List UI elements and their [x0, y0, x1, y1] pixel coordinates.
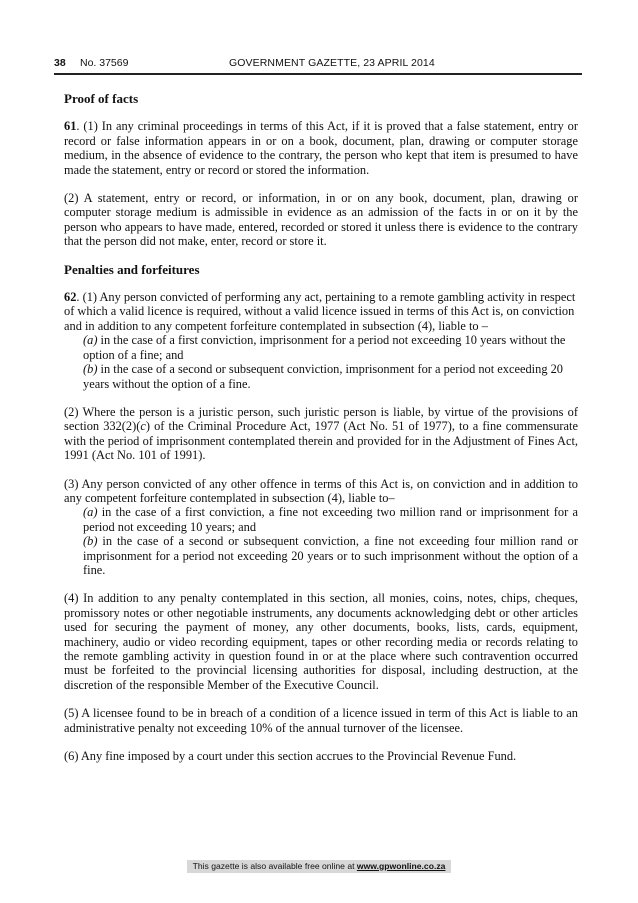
paragraph-label-b: (b) [83, 362, 98, 377]
section-62-2-c: c [140, 419, 146, 434]
section-62-6: (6) Any fine imposed by a court under this section accrues to the Provincial Revenue Fund. [64, 749, 517, 764]
section-62-3-a-text: in the case of a first conviction, a fine not exceeding two million rand or imprisonment for a period not exceeding 10 years; and [83, 505, 578, 534]
section-62-1 [64, 290, 578, 333]
page-footer [187, 860, 451, 873]
heading-penalties-and-forfeitures: Penalties and forfeitures [64, 261, 200, 277]
paragraph-label-a: (a) [83, 505, 98, 520]
section-number-62: 62 [64, 290, 77, 305]
section-62-2-pre: (2) Where the person is a juristic person, such juristic person is liable, by virtue of the provisions of section 332(2)( [64, 404, 578, 434]
section-61-1-text: . (1) In any criminal proceedings in terms of this Act, if it is proved that a false statement, entry or record or false information appears in or on a book, document, plan, drawing or computer storage medium, in the absence of evidence to the contrary, the person who kept that item is presumed to have made the statement, entry or record or stored the information. [64, 119, 578, 177]
gazette-number: No. 37569 [80, 57, 129, 69]
header-rule [54, 73, 582, 75]
section-62-1-b-text: in the case of a second or subsequent conviction, imprisonment for a period not exceeding 20 years without the option of a fine. [83, 362, 564, 391]
footer-link[interactable]: www.gpwonline.co.za [356, 861, 446, 871]
paragraph-label-a: (a) [83, 333, 98, 348]
paragraph-label-b: (b) [83, 534, 98, 549]
page-header [54, 57, 582, 71]
section-62-3-b [64, 534, 578, 577]
footer-text: This gazette is also available free online at [192, 861, 357, 871]
section-61-1 [64, 119, 578, 177]
gazette-title: GOVERNMENT GAZETTE, 23 APRIL 2014 [229, 57, 435, 69]
heading-proof-of-facts: Proof of facts [64, 91, 139, 106]
section-62-3-b-text: in the case of a second or subsequent conviction, a fine not exceeding four million rand or imprisonment for a period not exceeding 20 years or to such imprisonment without the option of a fine. [83, 534, 578, 577]
section-62-1-a [64, 333, 578, 362]
document-body [64, 92, 578, 763]
section-61-2: (2) A statement, entry or record, or information, in or on any book, document, plan, drawing or computer storage medium is admissible in evidence as an admission of the facts in or on it by the person who appears to have made, entered, recorded or stored it unless there is evidence to the contrary that the person did not make, enter, record or store it. [64, 191, 578, 249]
section-62-2-post: ) of the Criminal Procedure Act, 1977 (Act No. 51 of 1977), to a fine commensurate with the period of imprisonment contemplated therein and provided for in the Adjustment of Fines Act, 1991 (Act No. 101 of 1991). [64, 419, 579, 463]
section-62-3: (3) Any person convicted of any other offence in terms of this Act is, on conviction and in addition to any competent forfeiture contemplated in subsection (4), liable to– [64, 476, 578, 505]
section-number-61: 61 [64, 119, 77, 134]
section-62-4: (4) In addition to any penalty contemplated in this section, all monies, coins, notes, chips, cheques, promissory notes or other negotiable instruments, any documents acknowledging debt or other articles used for securing the payment of money, any other documents, books, lists, cards, equipment, machinery, audio or video recording equipment, tapes or other recording media or records relating to the remote gambling activity in question found in or at the place where such contravention occurred must be forfeited to the provincial licensing authorities for disposal, including destruction, at the discretion of the responsible Member of the Executive Council. [64, 591, 578, 692]
section-62-1-text: . (1) Any person convicted of performing any act, pertaining to a remote gambling activity in respect of which a valid licence is required, without a valid licence issued in terms of this Act is, on conviction and in addition to any competent forfeiture contemplated in subsection (4), liable to – [64, 290, 576, 333]
section-62-1-a-text: in the case of a first conviction, imprisonment for a period not exceeding 10 years without the option of a fine; and [83, 333, 566, 362]
section-62-3-a [64, 505, 578, 534]
section-62-1-b [64, 362, 578, 391]
page-number: 38 [54, 57, 66, 69]
section-62-2 [64, 405, 578, 463]
section-62-5: (5) A licensee found to be in breach of a condition of a licence issued in term of this Act is liable to an administrative penalty not exceeding 10% of the annual turnover of the licensee. [64, 706, 578, 735]
